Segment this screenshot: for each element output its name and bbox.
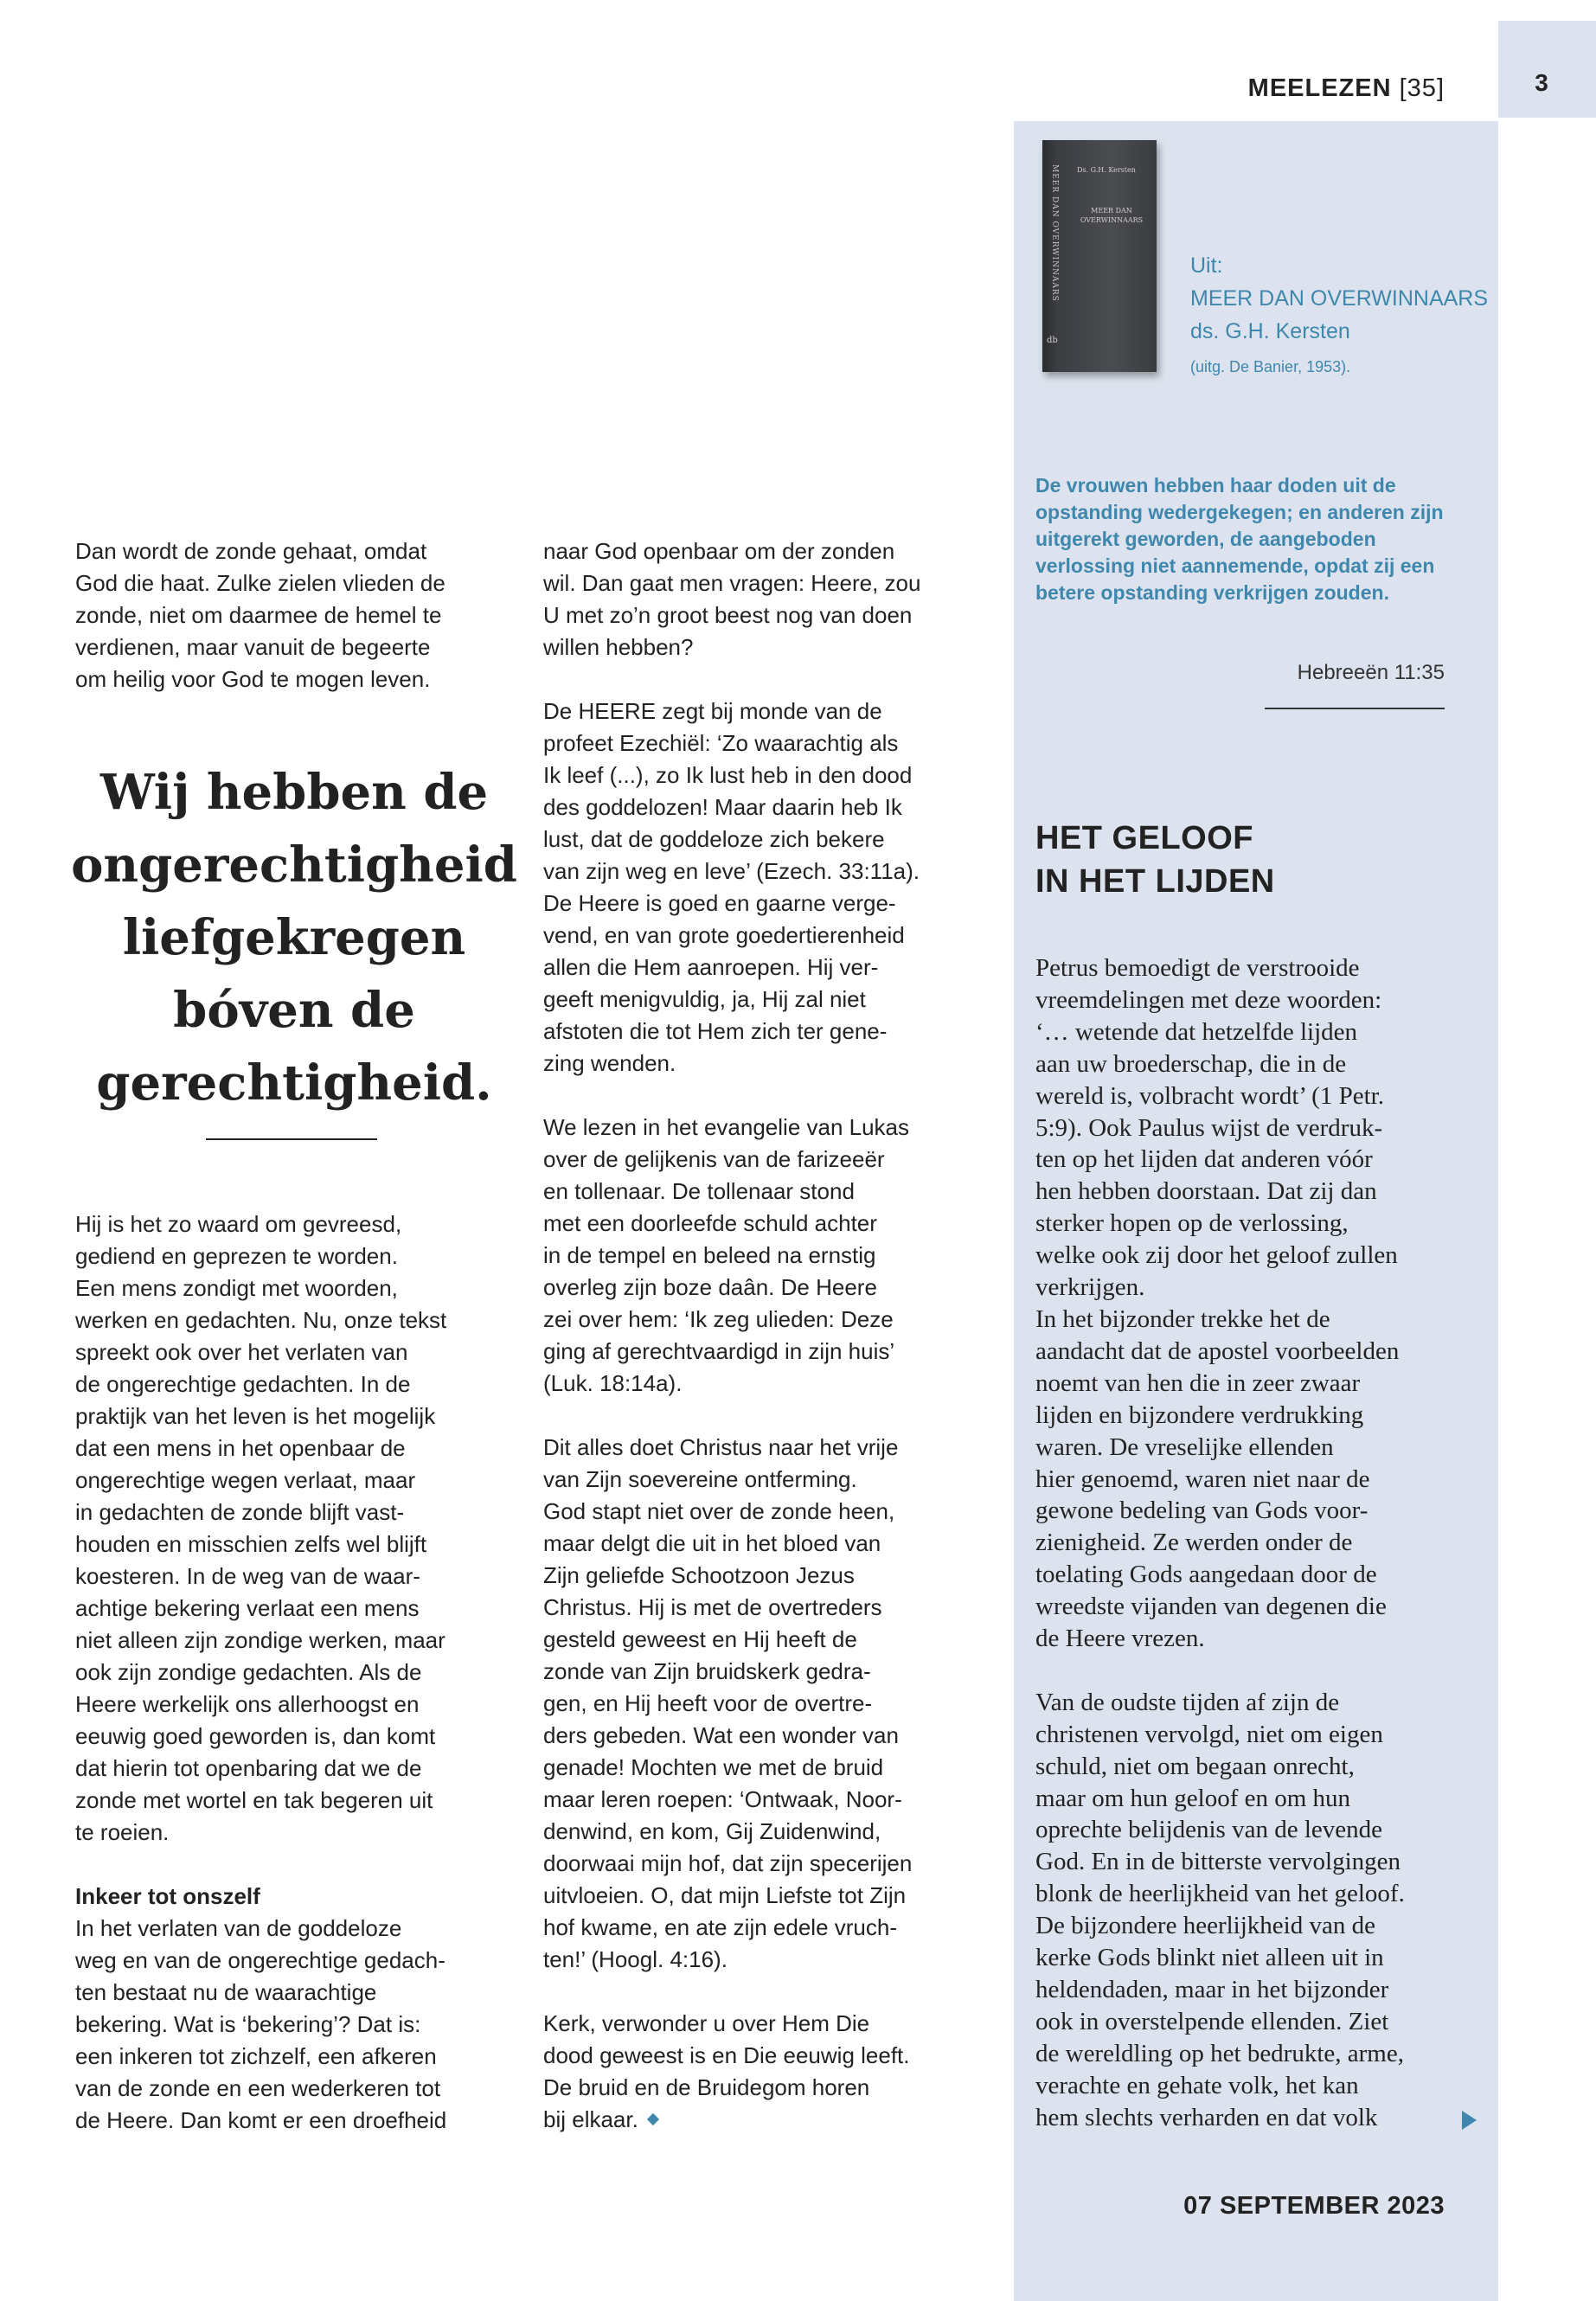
scripture-reference: Hebreeën 11:35 bbox=[1297, 661, 1445, 684]
scripture-quote: De vrouwen hebben haar doden uit de opstanding wedergekegen; en anderen zijn uitgerekt geworden, de aangeboden verlossing niet aannemende, opdat zij een betere opstanding verkrijgen zouden. bbox=[1035, 474, 1444, 604]
source-prefix: Uit: bbox=[1190, 253, 1223, 278]
page-number: 3 bbox=[1535, 69, 1548, 96]
paragraph: In het verlaten van de goddeloze weg en van de ongerechtige gedach- ten bestaat nu de waarachtige bekering. Wat is ‘bekering’? Dat is: een inkeren tot zichzelf, een afkeren van de zonde en een wederkeren tot de Heere. Dan komt er een droefheid bbox=[75, 1915, 447, 2133]
paragraph: Dit alles doet Christus naar het vrije van Zijn soevereine ontferming. God stapt niet over de zonde heen, maar delgt die uit in het bloed van Zijn geliefde Schootzoon Jezus Christus. Hij is met de overtreders gesteld geweest en Hij heeft de zonde van Zijn bruidskerk gedra- gen, en Hij heeft voor de overtre- ders gebeden. Wat een wonder van genade! Mochten we met de bruid maar leren roepen: ‘Ontwaak, Noor- denwind, en kom, Gij Zuidenwind, doorwaai mijn hof, dat zijn specerijen uitvloeien. O, dat mijn Liefste tot Zijn hof kwame, en ate zijn edele vruch- ten!’ (Hoogl. 4:16). bbox=[543, 1434, 913, 1972]
column-2-body bbox=[543, 535, 1002, 2136]
paragraph: Dan wordt de zonde gehaat, omdat God die haat. Zulke zielen vlieden de zonde, niet om daarmee de hemel te verdienen, maar vanuit de begeerte om heilig voor God te mogen leven. bbox=[75, 538, 445, 692]
paragraph-last bbox=[543, 2008, 1002, 2136]
subheading: Inkeer tot onszelf bbox=[75, 1883, 260, 1909]
source-credit bbox=[1190, 249, 1488, 386]
source-title: MEER DAN OVERWINNAARS bbox=[1190, 286, 1489, 311]
source-author: ds. G.H. Kersten bbox=[1190, 319, 1350, 343]
paragraph: naar God openbaar om der zonden wil. Dan gaat men vragen: Heere, zou U met zo’n groot beest nog van doen willen hebben? bbox=[543, 538, 921, 660]
sidebar-heading-line: IN HET LIJDEN bbox=[1035, 863, 1275, 900]
paragraph: We lezen in het evangelie van Lukas over de gelijkenis van de farizeeër en tollenaar. De tollenaar stond met een doorleefde schuld achter in de tempel en beleed na ernstig overleg zijn boze daân. De Heere zei over hem: ‘Ik zeg ulieden: Deze ging af gerechtvaardigd in zijn huis’ (Luk. 18:14a). bbox=[543, 1114, 910, 1396]
divider-rule bbox=[1265, 708, 1445, 709]
sidebar-heading-line: HET GELOOF bbox=[1035, 820, 1253, 856]
issue-number: [35] bbox=[1399, 74, 1445, 102]
book-cover-author: Ds. G.H. Kersten bbox=[1077, 166, 1136, 174]
column-1-body bbox=[75, 1208, 534, 2137]
issue-date: 07 SEPTEMBER 2023 bbox=[1183, 2192, 1445, 2220]
book-cover-image bbox=[1042, 140, 1157, 372]
paragraph: Petrus bemoedigt de verstrooide vreemdelingen met deze woorden: ‘… wetende dat hetzelfde lijden aan uw broederschap, die in de wereld is, volbracht wordt’ (1 Petr. 5:9). Ook Paulus wijst de verdruk- ten op het lijden dat anderen vóór hen hebben doorstaan. Dat zij dan sterker hopen op de verlossing, welke ook zij door het geloof zullen verkrijgen. bbox=[1035, 954, 1398, 1302]
publisher-logo: db bbox=[1047, 336, 1058, 345]
section-title: MEELEZEN bbox=[1247, 74, 1392, 102]
sidebar-article-body bbox=[1035, 952, 1468, 2134]
section-header bbox=[1248, 74, 1445, 103]
paragraph: De HEERE zegt bij monde van de profeet Ezechiël: ‘Zo waarachtig als Ik leef (...), zo Ik lust heb in den dood des goddelozen! Maar daarin heb Ik lust, dat de goddeloze zich bekere van zijn weg en leve’ (Ezech. 33:11a). De Heere is goed en gaarne verge- vend, en van grote goedertierenheid allen die Hem aanroepen. Hij ver- geeft menigvuldig, ja, Hij zal niet afstoten die tot Hem zich ter gene- zing wenden. bbox=[543, 698, 920, 1076]
end-of-article-icon bbox=[647, 2113, 659, 2125]
book-spine-text: MEER DAN OVERWINNAARS bbox=[1050, 164, 1059, 302]
paragraph: Hij is het zo waard om gevreesd, gediend en geprezen te worden. Een mens zondigt met woorden, werken en gedachten. Nu, onze tekst spreekt ook over het verlaten van de ongerechtige gedachten. In de praktijk van het leven is het mogelijk dat een mens in het openbaar de ongerechtige wegen verlaat, maar in gedachten de zonde blijft vast- houden en misschien zelfs wel blijft koesteren. In de weg van de waar- achtige bekering verlaat een mens niet alleen zijn zondige werken, maar ook zijn zondige gedachten. Als de Heere werkelijk ons allerhoogst en eeuwig goed geworden is, dan komt dat hierin tot openbaring dat we de zonde met wortel en tak begeren uit te roeien. bbox=[75, 1211, 447, 1845]
continue-arrow-icon bbox=[1462, 2111, 1477, 2130]
book-cover-title: MEER DAN OVERWINNAARS bbox=[1080, 207, 1144, 224]
paragraph: Van de oudste tijden af zijn de christenen vervolgd, niet om eigen schuld, niet om begaan onrecht, maar om hun geloof en om hun oprechte belijdenis van de levende God. En in de bitterste vervolgingen blonk de heerlijkheid van het geloof. De bijzondere heerlijkheid van de kerke Gods blinkt niet alleen uit in heldendaden, maar in het bijzonder ook in overstelpende ellenden. Ziet de wereldling op het bedrukte, arme, verachte en gehate volk, het kan hem slechts verharden en dat volk bbox=[1035, 1688, 1405, 2131]
pull-quote: Wij hebben de ongerechtigheid liefgekregen bóven de gerechtigheid. bbox=[71, 764, 517, 1112]
sidebar-heading bbox=[1035, 817, 1275, 903]
column-1-intro bbox=[75, 535, 525, 695]
source-publisher: (uitg. De Banier, 1953). bbox=[1190, 358, 1351, 375]
divider-rule bbox=[206, 1138, 377, 1140]
paragraph-text: Kerk, verwonder u over Hem Die dood geweest is en Die eeuwig leeft. De bruid en de Bruidegom horen bij elkaar. bbox=[543, 2010, 910, 2132]
paragraph: In het bijzonder trekke het de aandacht dat de apostel voorbeelden noemt van hen die in zeer zwaar lijden en bijzondere verdrukking waren. De vreselijke ellenden hier genoemd, waren niet naar de gewone bedeling van Gods voor- zienigheid. Ze werden onder de toelating Gods aangedaan door de wreedste vijanden van degenen die de Heere vrezen. bbox=[1035, 1304, 1400, 1653]
